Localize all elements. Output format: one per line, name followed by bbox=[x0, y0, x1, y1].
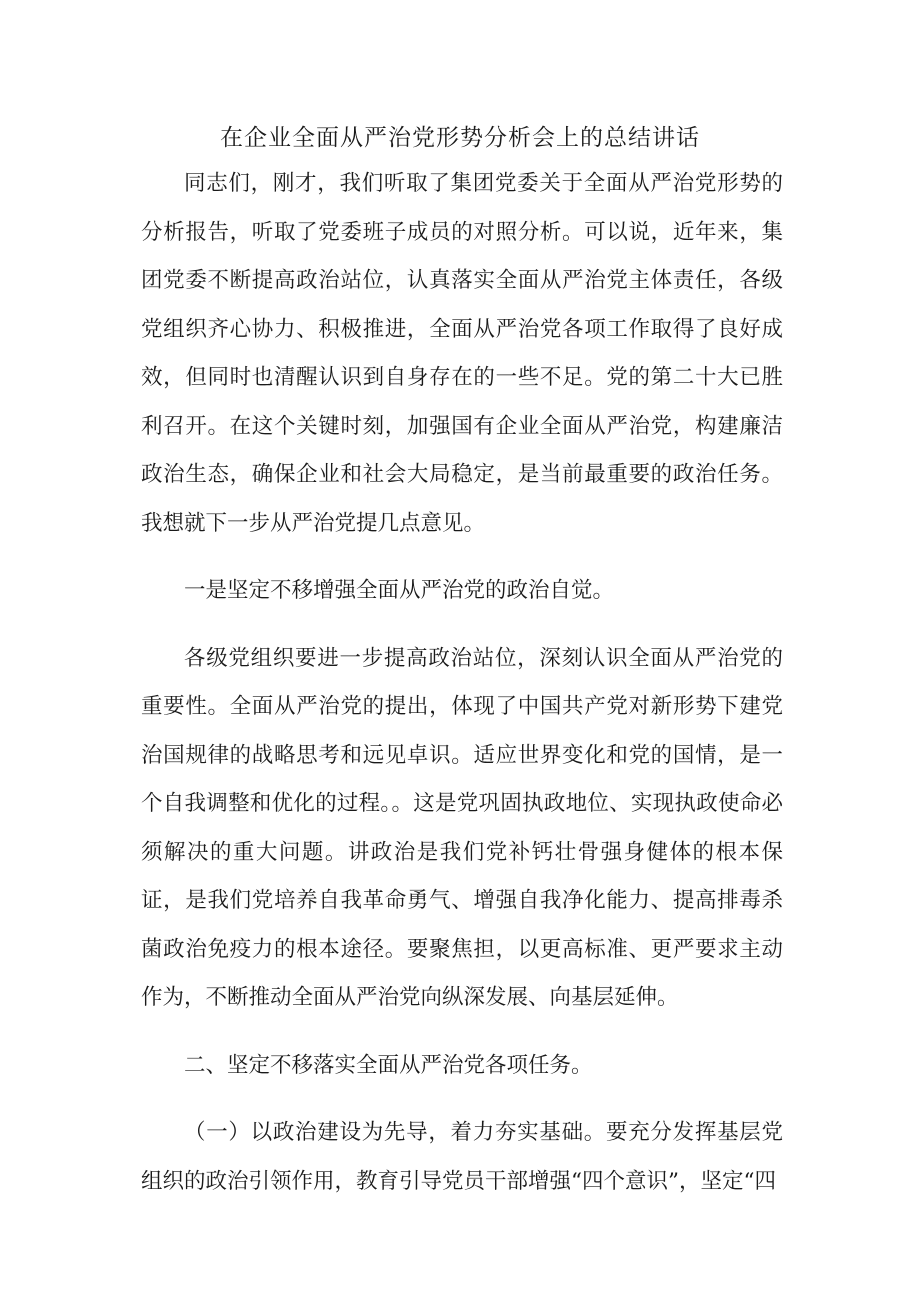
paragraph-opening: 同志们，刚才，我们听取了集团党委关于全面从严治党形势的分析报告，听取了党委班子成员的对照分析。可以说，近年来，集团党委不断提高政治站位，认真落实全面从严治党主体责任，各级党组织齐心协力、积极推进，全面从严治党各项工作取得了良好成效，但同时也清醒认识到自身存在的一些不足。党的第二十大已胜利召开。在这个关键时刻，加强国有企业全面从严治党，构建廉洁政治生态，确保企业和社会大局稳定，是当前最重要的政治任务。我想就下一步从严治党提几点意见。 bbox=[141, 171, 783, 536]
paragraph-heading-two: 二、坚定不移落实全面从严治党各项任务。 bbox=[184, 1052, 593, 1078]
document-body bbox=[141, 160, 783, 1206]
paragraph-political-building: （一）以政治建设为先导，着力夯实基础。要充分发挥基层党组织的政治引领作用，教育引导党员干部增强“四个意识”，坚定“四 bbox=[141, 1120, 783, 1194]
document-title: 在企业全面从严治党形势分析会上的总结讲话 bbox=[220, 125, 700, 151]
paragraph-political-awareness: 各级党组织要进一步提高政治站位，深刻认识全面从严治党的重要性。全面从严治党的提出，体现了中国共产党对新形势下建党治国规律的战略思考和远见卓识。适应世界变化和党的国情，是一个自我调整和优化的过程。。这是党巩固执政地位、实现执政使命必须解决的重大问题。讲政治是我们党补钙壮骨强身健体的根本保证，是我们党培养自我革命勇气、增强自我净化能力、提高排毒杀菌政治免疫力的根本途径。要聚焦担，以更高标准、更严要求主动作为，不断推动全面从严治党向纵深发展、向基层延伸。 bbox=[141, 645, 783, 1010]
paragraph-heading-one: 一是坚定不移增强全面从严治党的政治自觉。 bbox=[184, 578, 615, 603]
